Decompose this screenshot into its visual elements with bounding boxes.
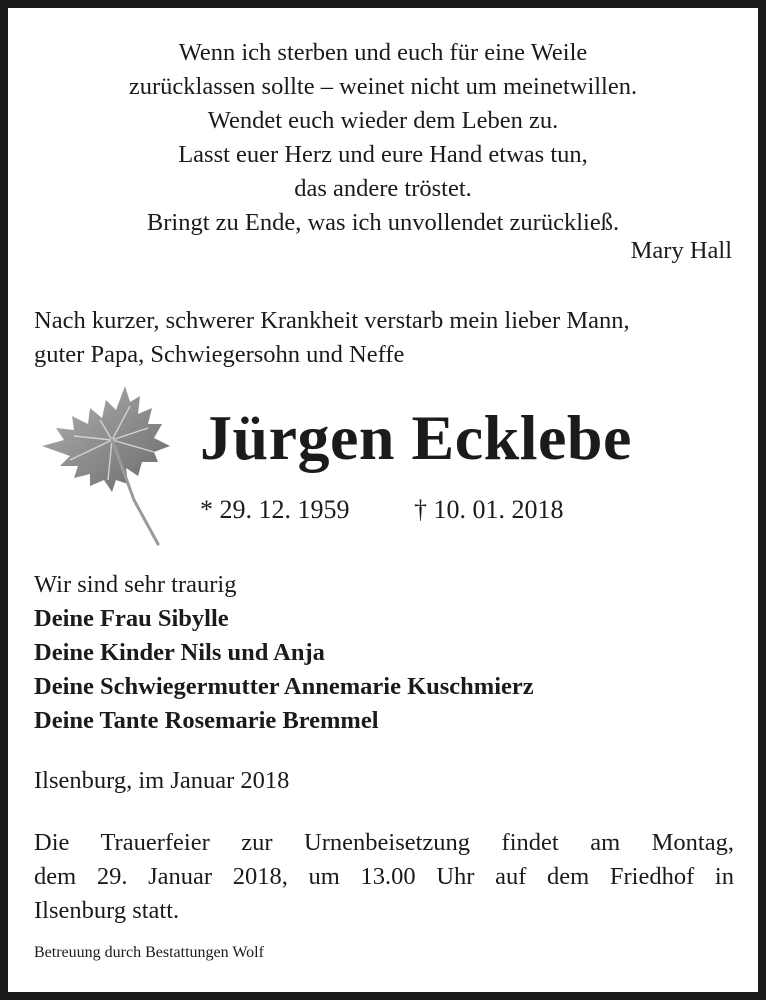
life-dates bbox=[200, 492, 564, 528]
obituary-notice bbox=[8, 8, 758, 992]
death-announcement bbox=[34, 304, 746, 372]
ceremony-line: Ilsenburg statt. bbox=[34, 897, 180, 924]
announcement-line: Nach kurzer, schwerer Krankheit verstarb mein lieber Mann, bbox=[34, 307, 630, 334]
poem-author: Mary Hall bbox=[630, 237, 732, 264]
deceased-name: Jürgen Ecklebe bbox=[200, 402, 632, 473]
poem-line: das andere tröstet. bbox=[294, 175, 472, 202]
poem-line: zurücklassen sollte – weinet nicht um meinetwillen. bbox=[128, 73, 638, 100]
birth-date: * 29. 12. 1959 bbox=[200, 495, 350, 524]
ceremony-line: dem 29. Januar 2018, um 13.00 Uhr auf dem Friedhof in bbox=[34, 863, 734, 890]
ceremony-line: Die Trauerfeier zur Urnenbeisetzung findet am Montag, bbox=[34, 829, 734, 856]
poem-line: Bringt zu Ende, was ich unvollendet zurückließ. bbox=[146, 209, 620, 236]
maple-leaf-icon bbox=[30, 380, 190, 550]
announcement-line: guter Papa, Schwiegersohn und Neffe bbox=[34, 341, 405, 368]
mourner-name: Deine Tante Rosemarie Bremmel bbox=[34, 707, 379, 734]
poem-line: Wendet euch wieder dem Leben zu. bbox=[207, 107, 559, 134]
death-date: † 10. 01. 2018 bbox=[414, 495, 564, 524]
mourner-name: Deine Kinder Nils und Anja bbox=[34, 639, 325, 666]
place-and-date: Ilsenburg, im Januar 2018 bbox=[34, 767, 290, 794]
funeral-details bbox=[34, 826, 734, 928]
mourner-name: Deine Schwiegermutter Annemarie Kuschmierz bbox=[34, 673, 534, 700]
mourners-list bbox=[34, 568, 746, 738]
poem-line: Wenn ich sterben und euch für eine Weile bbox=[178, 39, 588, 66]
poem bbox=[28, 36, 738, 240]
mourners-intro: Wir sind sehr traurig bbox=[34, 571, 237, 598]
funeral-home-credit: Betreuung durch Bestattungen Wolf bbox=[34, 944, 264, 961]
mourner-name: Deine Frau Sibylle bbox=[34, 605, 229, 632]
poem-line: Lasst euer Herz und eure Hand etwas tun, bbox=[178, 141, 588, 168]
